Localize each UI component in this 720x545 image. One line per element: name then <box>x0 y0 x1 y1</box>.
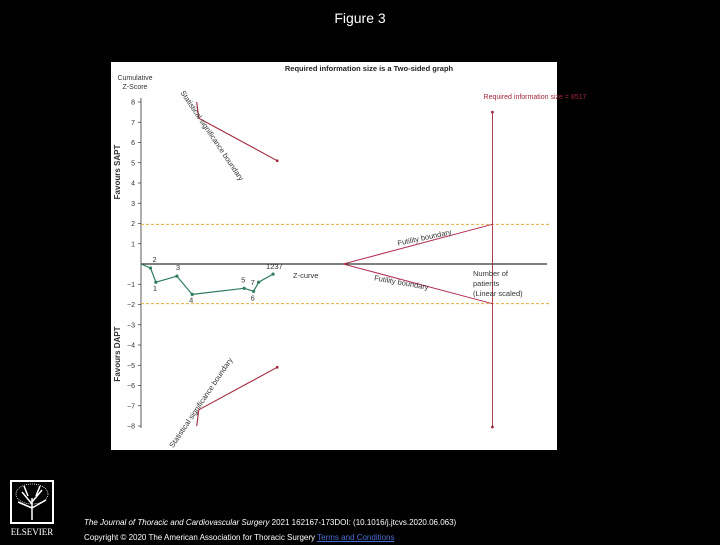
y-tick-label: −7 <box>127 403 135 411</box>
citation-line <box>84 515 456 530</box>
z-curve-point-label: 3 <box>175 263 181 273</box>
y-axis-label: Z-Score <box>122 84 148 91</box>
boundary-end-point <box>276 159 279 162</box>
y-tick-label: −5 <box>127 362 135 370</box>
y-tick-label: −3 <box>127 322 135 330</box>
z-curve-point-label: 7 <box>250 278 255 288</box>
boundary-end-point <box>276 366 279 369</box>
futility-boundary-upper-label: Futility boundary <box>396 227 453 248</box>
elsevier-logo <box>6 478 58 538</box>
copyright-line <box>84 530 456 545</box>
ris-line-cap <box>491 111 494 114</box>
y-tick-label: 4 <box>131 180 135 188</box>
y-tick-label: 3 <box>131 200 135 208</box>
copyright-text: Copyright © 2020 The American Association for Thoracic Surgery <box>84 533 318 542</box>
y-tick-label: −4 <box>127 342 135 350</box>
significance-boundary-upper-label: Statistical significance boundary <box>178 88 246 183</box>
z-curve-point <box>257 281 260 284</box>
x-axis-label: Number of <box>473 269 509 278</box>
x-axis-label: patients <box>473 279 500 288</box>
futility-boundary-upper <box>343 224 492 264</box>
citation-details: 2021 162167-173DOI: (10.1016/j.jtcvs.2020.06.063) <box>269 518 457 527</box>
chart-title: Required information size is a Two-sided graph <box>284 64 454 73</box>
z-curve-point <box>243 287 246 290</box>
y-tick-label: 1 <box>131 241 135 249</box>
ris-line-cap <box>491 426 494 429</box>
terms-link[interactable]: Terms and Conditions <box>317 533 395 542</box>
favours-dapt-label: Favours DAPT <box>113 326 122 382</box>
z-curve-point-label: 6 <box>250 293 255 303</box>
y-tick-label: 6 <box>131 140 135 147</box>
x-axis-label: (Linear scaled) <box>473 289 523 298</box>
y-tick-label: −8 <box>127 423 135 431</box>
z-curve-point-label: 1 <box>152 284 158 294</box>
z-curve-point <box>149 266 152 269</box>
z-curve-point-label: 5 <box>241 275 246 285</box>
significance-boundary-lower-label: Statistical significance boundary <box>167 355 235 450</box>
y-tick-label: 7 <box>131 119 135 127</box>
y-tick-label: −1 <box>127 281 135 289</box>
y-axis-label: Cumulative <box>117 75 153 82</box>
z-curve-point-label: 1237 <box>266 262 283 272</box>
z-curve-point-label: 2 <box>152 255 157 265</box>
journal-name: The Journal of Thoracic and Cardiovascular Surgery <box>84 518 270 527</box>
chart-svg <box>111 62 587 450</box>
futility-boundary-lower-label: Futility boundary <box>373 273 430 292</box>
y-tick-label: −6 <box>127 383 135 390</box>
citation <box>84 515 456 545</box>
y-tick-label: 2 <box>131 221 135 228</box>
z-curve-point <box>271 273 274 276</box>
z-curve-point-label: 4 <box>189 295 194 305</box>
tsa-chart <box>111 62 587 450</box>
publisher-name: ELSEVIER <box>10 527 54 537</box>
y-tick-label: 8 <box>131 99 135 107</box>
slide-title: Figure 3 <box>334 10 386 26</box>
z-curve-point <box>175 275 178 278</box>
y-tick-label: 5 <box>131 160 135 168</box>
z-curve-label: Z-curve <box>293 271 319 281</box>
ris-label: Required information size = 8517 <box>483 94 587 101</box>
y-tick-label: −2 <box>127 302 135 309</box>
favours-sapt-label: Favours SAPT <box>113 144 122 200</box>
